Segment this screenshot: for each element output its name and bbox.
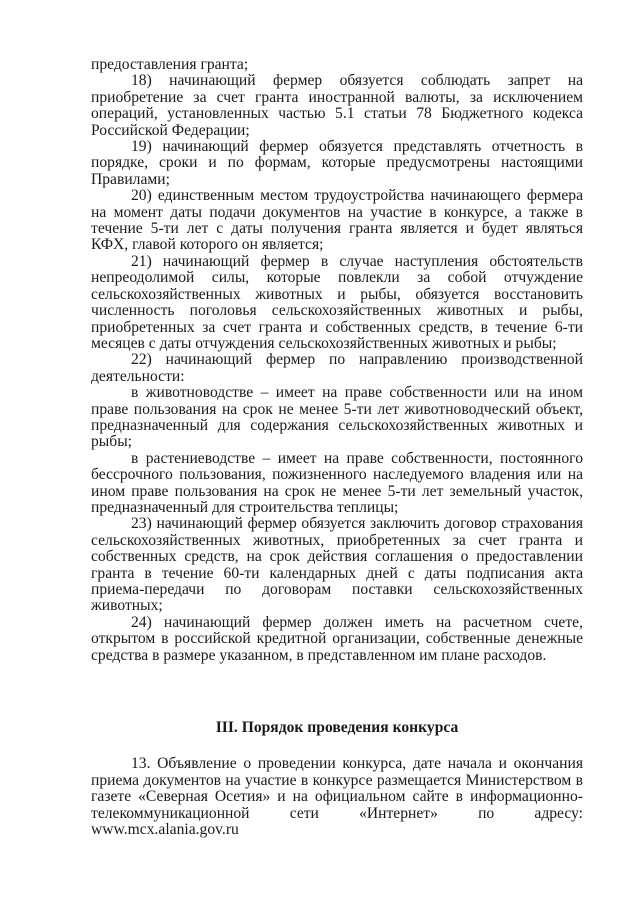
paragraph-livestock: в животноводстве – имеет на праве собственности или на ином праве пользования на срок не менее 5-ти лет животноводческий объект, предназначенный для содержания сельскохозяйственных животных и рыбы;: [91, 384, 583, 451]
paragraph-item-13: 13. Объявление о проведении конкурса, дате начала и окончания приема документов на участие в конкурсе размещается Министерством в газете «Северная Осетия» и на официальном сайте в информационно-телекоммуникационной сети «Интернет» по адресу: www.mcx.alania.gov.ru: [91, 755, 583, 839]
section-heading: III. Порядок проведения конкурса: [215, 719, 459, 737]
paragraph-item-23: 23) начинающий фермер обязуется заключить договор страхования сельскохозяйственных животных, приобретенных за счет гранта и собственных средств, на срок действия соглашения о предоставлении гранта в течение 60-ти календарных дней с даты подписания акта приема-передачи по договорам поставки сельскохозяйственных животных;: [91, 515, 583, 615]
paragraph-item-21: 21) начинающий фермер в случае наступления обстоятельств непреодолимой силы, которые повлекли за собой отчуждение сельскохозяйственных животных и рыбы, обязуется восстановить численность поголовья сельскохозяйственных животных и рыбы, приобретенных за счет гранта и собственных средств, в течение 6-ти месяцев с даты отчуждения сельскохозяйственных животных и рыбы;: [91, 252, 583, 352]
paragraph-item-19: 19) начинающий фермер обязуется представлять отчетность в порядке, сроки и по формам, которые предусмотрены настоящими Правилами;: [91, 138, 583, 188]
paragraph-continuation: предоставления гранта;: [91, 56, 249, 73]
paragraph-item-20: 20) единственным местом трудоустройства начинающего фермера на момент даты подачи документов на участие в конкурсе, а также в течение 5-ти лет с даты получения гранта является и будет являться КФХ, главой которого он является;: [91, 187, 583, 254]
paragraph-crop-growing: в растениеводстве – имеет на праве собственности, постоянного бессрочного пользования, пожизненного наследуемого владения или на ином праве пользования на срок не менее 5-ти лет земельный участок, предназначенный для строительства теплицы;: [91, 449, 583, 516]
paragraph-item-24: 24) начинающий фермер должен иметь на расчетном счете, открытом в российской кредитной организации, собственные денежные средства в размере указанном, в представленном им плане расходов.: [91, 613, 583, 664]
paragraph-item-22: 22) начинающий фермер по направлению производственной деятельности:: [91, 351, 583, 385]
paragraph-item-18: 18) начинающий фермер обязуется соблюдать запрет на приобретение за счет гранта иностранной валюты, за исключением операций, установленных частью 5.1 статьи 78 Бюджетного кодекса Российской Федерации;: [91, 72, 583, 139]
